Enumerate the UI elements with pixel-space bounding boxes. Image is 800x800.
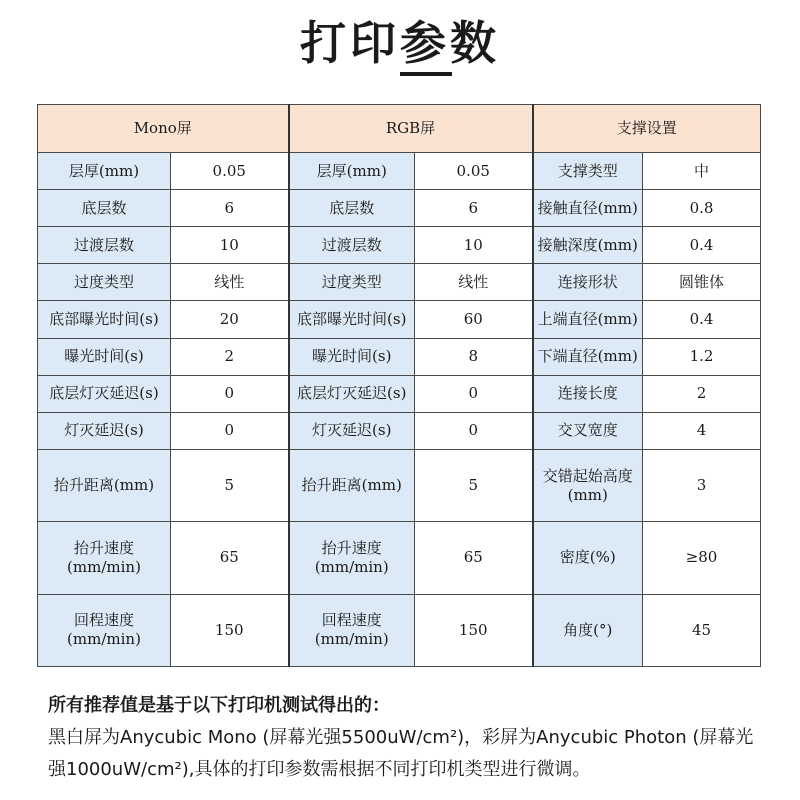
print-parameters-table xyxy=(37,104,761,667)
support-value-cell: 4 xyxy=(643,412,761,449)
support-value-cell: ≥80 xyxy=(643,522,761,594)
mono-value-cell: 0 xyxy=(171,412,289,449)
table-header-row xyxy=(38,105,761,153)
table-row xyxy=(38,153,761,190)
support-value-cell: 0.4 xyxy=(643,301,761,338)
mono-label-cell: 回程速度(mm/min) xyxy=(38,594,171,666)
rgb-value-cell: 线性 xyxy=(415,264,533,301)
mono-label-cell: 过度类型 xyxy=(38,264,171,301)
mono-value-cell: 65 xyxy=(171,522,289,594)
mono-label-cell: 底部曝光时间(s) xyxy=(38,301,171,338)
table-row xyxy=(38,190,761,227)
support-label-cell: 连接长度 xyxy=(533,375,643,412)
rgb-label-cell: 抬升距离(mm) xyxy=(289,449,415,521)
mono-value-cell: 线性 xyxy=(171,264,289,301)
rgb-value-cell: 65 xyxy=(415,522,533,594)
mono-label-cell: 层厚(mm) xyxy=(38,153,171,190)
rgb-label-cell: 灯灭延迟(s) xyxy=(289,412,415,449)
rgb-value-cell: 0 xyxy=(415,412,533,449)
rgb-value-cell: 10 xyxy=(415,227,533,264)
header-rgb-screen: RGB屏 xyxy=(289,105,533,153)
rgb-value-cell: 6 xyxy=(415,190,533,227)
support-label-cell: 交叉宽度 xyxy=(533,412,643,449)
support-value-cell: 2 xyxy=(643,375,761,412)
rgb-label-cell: 曝光时间(s) xyxy=(289,338,415,375)
table-row xyxy=(38,449,761,521)
rgb-label-cell: 层厚(mm) xyxy=(289,153,415,190)
header-support-settings: 支撑设置 xyxy=(533,105,761,153)
mono-label-cell: 抬升速度(mm/min) xyxy=(38,522,171,594)
rgb-label-cell: 过度类型 xyxy=(289,264,415,301)
support-value-cell: 0.8 xyxy=(643,190,761,227)
support-value-cell: 中 xyxy=(643,153,761,190)
table-row xyxy=(38,412,761,449)
support-label-cell: 接触直径(mm) xyxy=(533,190,643,227)
support-value-cell: 1.2 xyxy=(643,338,761,375)
rgb-value-cell: 0 xyxy=(415,375,533,412)
recommendation-note xyxy=(48,690,768,786)
title-underline xyxy=(400,72,452,76)
rgb-value-cell: 5 xyxy=(415,449,533,521)
support-value-cell: 45 xyxy=(643,594,761,666)
support-label-cell: 下端直径(mm) xyxy=(533,338,643,375)
mono-value-cell: 0.05 xyxy=(171,153,289,190)
rgb-label-cell: 底层灯灭延迟(s) xyxy=(289,375,415,412)
table-row xyxy=(38,594,761,666)
mono-label-cell: 抬升距离(mm) xyxy=(38,449,171,521)
support-label-cell: 连接形状 xyxy=(533,264,643,301)
note-body: 黑白屏为Anycubic Mono (屏幕光强5500uW/cm²)，彩屏为Anycubic Photon (屏幕光强1000uW/cm²),具体的打印参数需根据不同打印机类型进行微调。 xyxy=(48,727,754,780)
mono-label-cell: 底层数 xyxy=(38,190,171,227)
support-label-cell: 角度(°) xyxy=(533,594,643,666)
mono-value-cell: 6 xyxy=(171,190,289,227)
page-title: 打印参数 xyxy=(300,16,500,70)
rgb-value-cell: 150 xyxy=(415,594,533,666)
mono-value-cell: 150 xyxy=(171,594,289,666)
mono-value-cell: 2 xyxy=(171,338,289,375)
mono-label-cell: 过渡层数 xyxy=(38,227,171,264)
support-value-cell: 3 xyxy=(643,449,761,521)
mono-value-cell: 20 xyxy=(171,301,289,338)
support-value-cell: 圆锥体 xyxy=(643,264,761,301)
mono-value-cell: 0 xyxy=(171,375,289,412)
note-heading: 所有推荐值是基于以下打印机测试得出的： xyxy=(48,695,390,716)
mono-value-cell: 5 xyxy=(171,449,289,521)
rgb-value-cell: 0.05 xyxy=(415,153,533,190)
mono-label-cell: 灯灭延迟(s) xyxy=(38,412,171,449)
support-label-cell: 上端直径(mm) xyxy=(533,301,643,338)
rgb-label-cell: 回程速度(mm/min) xyxy=(289,594,415,666)
table-row xyxy=(38,264,761,301)
table-body xyxy=(38,153,761,667)
support-label-cell: 密度(%) xyxy=(533,522,643,594)
support-label-cell: 接触深度(mm) xyxy=(533,227,643,264)
support-label-cell: 交错起始高度(mm) xyxy=(533,449,643,521)
support-value-cell: 0.4 xyxy=(643,227,761,264)
header-mono-screen: Mono屏 xyxy=(38,105,289,153)
rgb-label-cell: 过渡层数 xyxy=(289,227,415,264)
rgb-value-cell: 60 xyxy=(415,301,533,338)
rgb-value-cell: 8 xyxy=(415,338,533,375)
table-row xyxy=(38,227,761,264)
mono-label-cell: 底层灯灭延迟(s) xyxy=(38,375,171,412)
table-row xyxy=(38,301,761,338)
rgb-label-cell: 抬升速度(mm/min) xyxy=(289,522,415,594)
mono-value-cell: 10 xyxy=(171,227,289,264)
table-row xyxy=(38,338,761,375)
table-row xyxy=(38,522,761,594)
rgb-label-cell: 底层数 xyxy=(289,190,415,227)
table-row xyxy=(38,375,761,412)
support-label-cell: 支撑类型 xyxy=(533,153,643,190)
mono-label-cell: 曝光时间(s) xyxy=(38,338,171,375)
rgb-label-cell: 底部曝光时间(s) xyxy=(289,301,415,338)
